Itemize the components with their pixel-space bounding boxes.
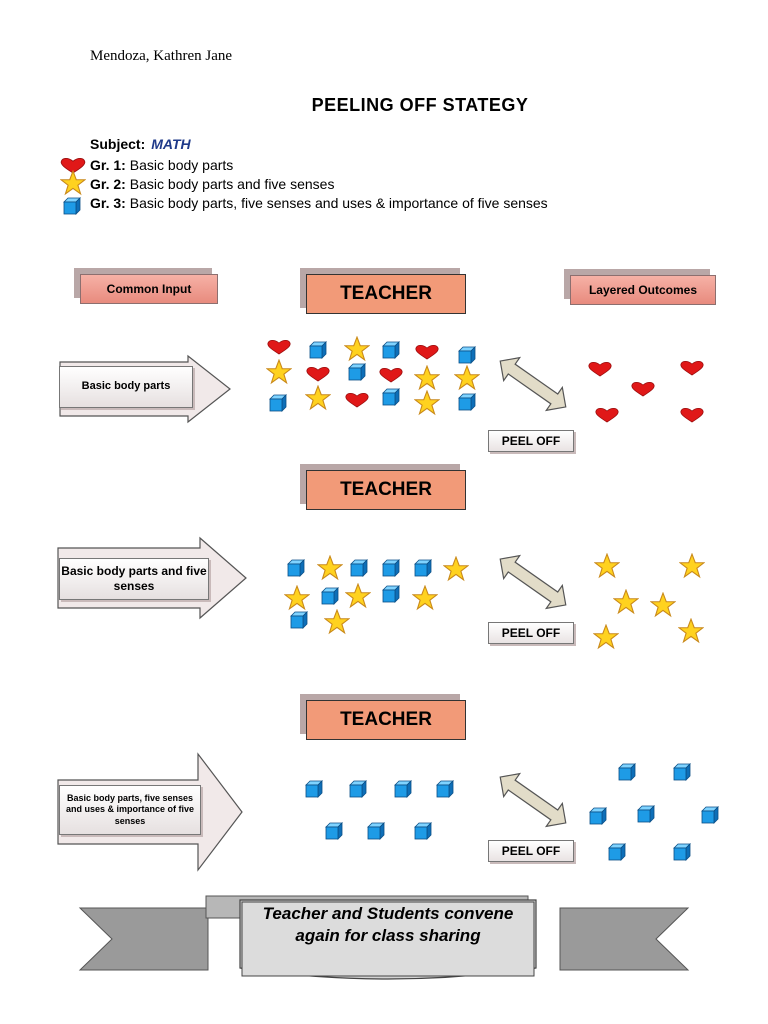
star-icon [285,586,309,609]
cube-icon [609,844,625,860]
cube-icon [437,781,453,797]
cube-icon [383,560,399,576]
star-icon [614,590,638,613]
banner-text: Teacher and Students convene again for class sharing [262,904,514,945]
star-icon [595,554,619,577]
grade-text: Basic body parts, five senses and uses & importance of five senses [129,195,548,211]
heart-icon [307,367,329,381]
cube-icon [349,364,365,380]
grade-label: Gr. 3: [90,195,126,211]
cube-icon [638,806,654,822]
teacher-box-2: TEACHER [300,464,460,504]
star-icon [415,366,439,389]
cube-icon [383,586,399,602]
input-box-3: Basic body parts, five senses and uses & importance of five senses [59,785,201,835]
double-arrow-3 [492,766,574,835]
heart-icon [632,382,654,396]
peel-off-button-1: PEEL OFF [488,430,574,452]
common-input-header: Common Input [74,268,212,298]
cube-icon [322,588,338,604]
star-icon [267,360,291,383]
peel-off-button-3: PEEL OFF [488,840,574,862]
heart-icon [681,361,703,375]
cube-icon [270,395,286,411]
star-icon [679,619,703,642]
peel-off-button-2: PEEL OFF [488,622,574,644]
star-icon [325,610,349,633]
cube-icon [674,764,690,780]
subject-value: MATH [151,136,191,152]
double-arrow-2 [492,548,574,617]
input-box-1: Basic body parts [59,366,193,408]
cube-icon [383,389,399,405]
grade-text: Basic body parts [129,157,234,173]
star-icon [415,391,439,414]
cube-icon [415,823,431,839]
star-icon [455,366,479,389]
grade-label: Gr. 1: [90,157,126,173]
star-icon [413,586,437,609]
cube-icon [590,808,606,824]
cube-icon [459,394,475,410]
cube-icon [368,823,384,839]
grade-label: Gr. 2: [90,176,126,192]
cube-icon [702,807,718,823]
star-icon [306,386,330,409]
cube-icon [459,347,475,363]
layered-outcomes-header: Layered Outcomes [564,269,710,299]
author-name: Mendoza, Kathren Jane [90,48,233,64]
star-icon [444,557,468,580]
cube-icon [415,560,431,576]
star-icon [594,625,618,648]
heart-icon [380,368,402,382]
page-title: PEELING OFF STATEGY [311,95,529,115]
cube-icon [619,764,635,780]
heart-icon [596,408,618,422]
grade-text: Basic body parts and five senses [129,176,335,192]
cube-icon [674,844,690,860]
cube-icon [395,781,411,797]
heart-icon [346,393,368,407]
heart-icon [589,362,611,376]
star-icon [345,337,369,360]
cube-icon [383,342,399,358]
cube-icon [350,781,366,797]
star-icon [346,584,370,607]
heart-icon [681,408,703,422]
double-arrow-1 [492,350,574,419]
star-icon [318,556,342,579]
cube-icon [326,823,342,839]
subject-label: Subject: [90,136,146,152]
heart-icon [268,340,290,354]
cube-icon [288,560,304,576]
cube-icon [306,781,322,797]
input-box-2: Basic body parts and five senses [59,558,209,600]
heart-icon [416,345,438,359]
cube-icon [310,342,326,358]
teacher-box-3: TEACHER [300,694,460,734]
cube-icon [351,560,367,576]
star-icon [680,554,704,577]
cube-icon [291,612,307,628]
teacher-box-1: TEACHER [300,268,460,308]
star-icon [651,593,675,616]
